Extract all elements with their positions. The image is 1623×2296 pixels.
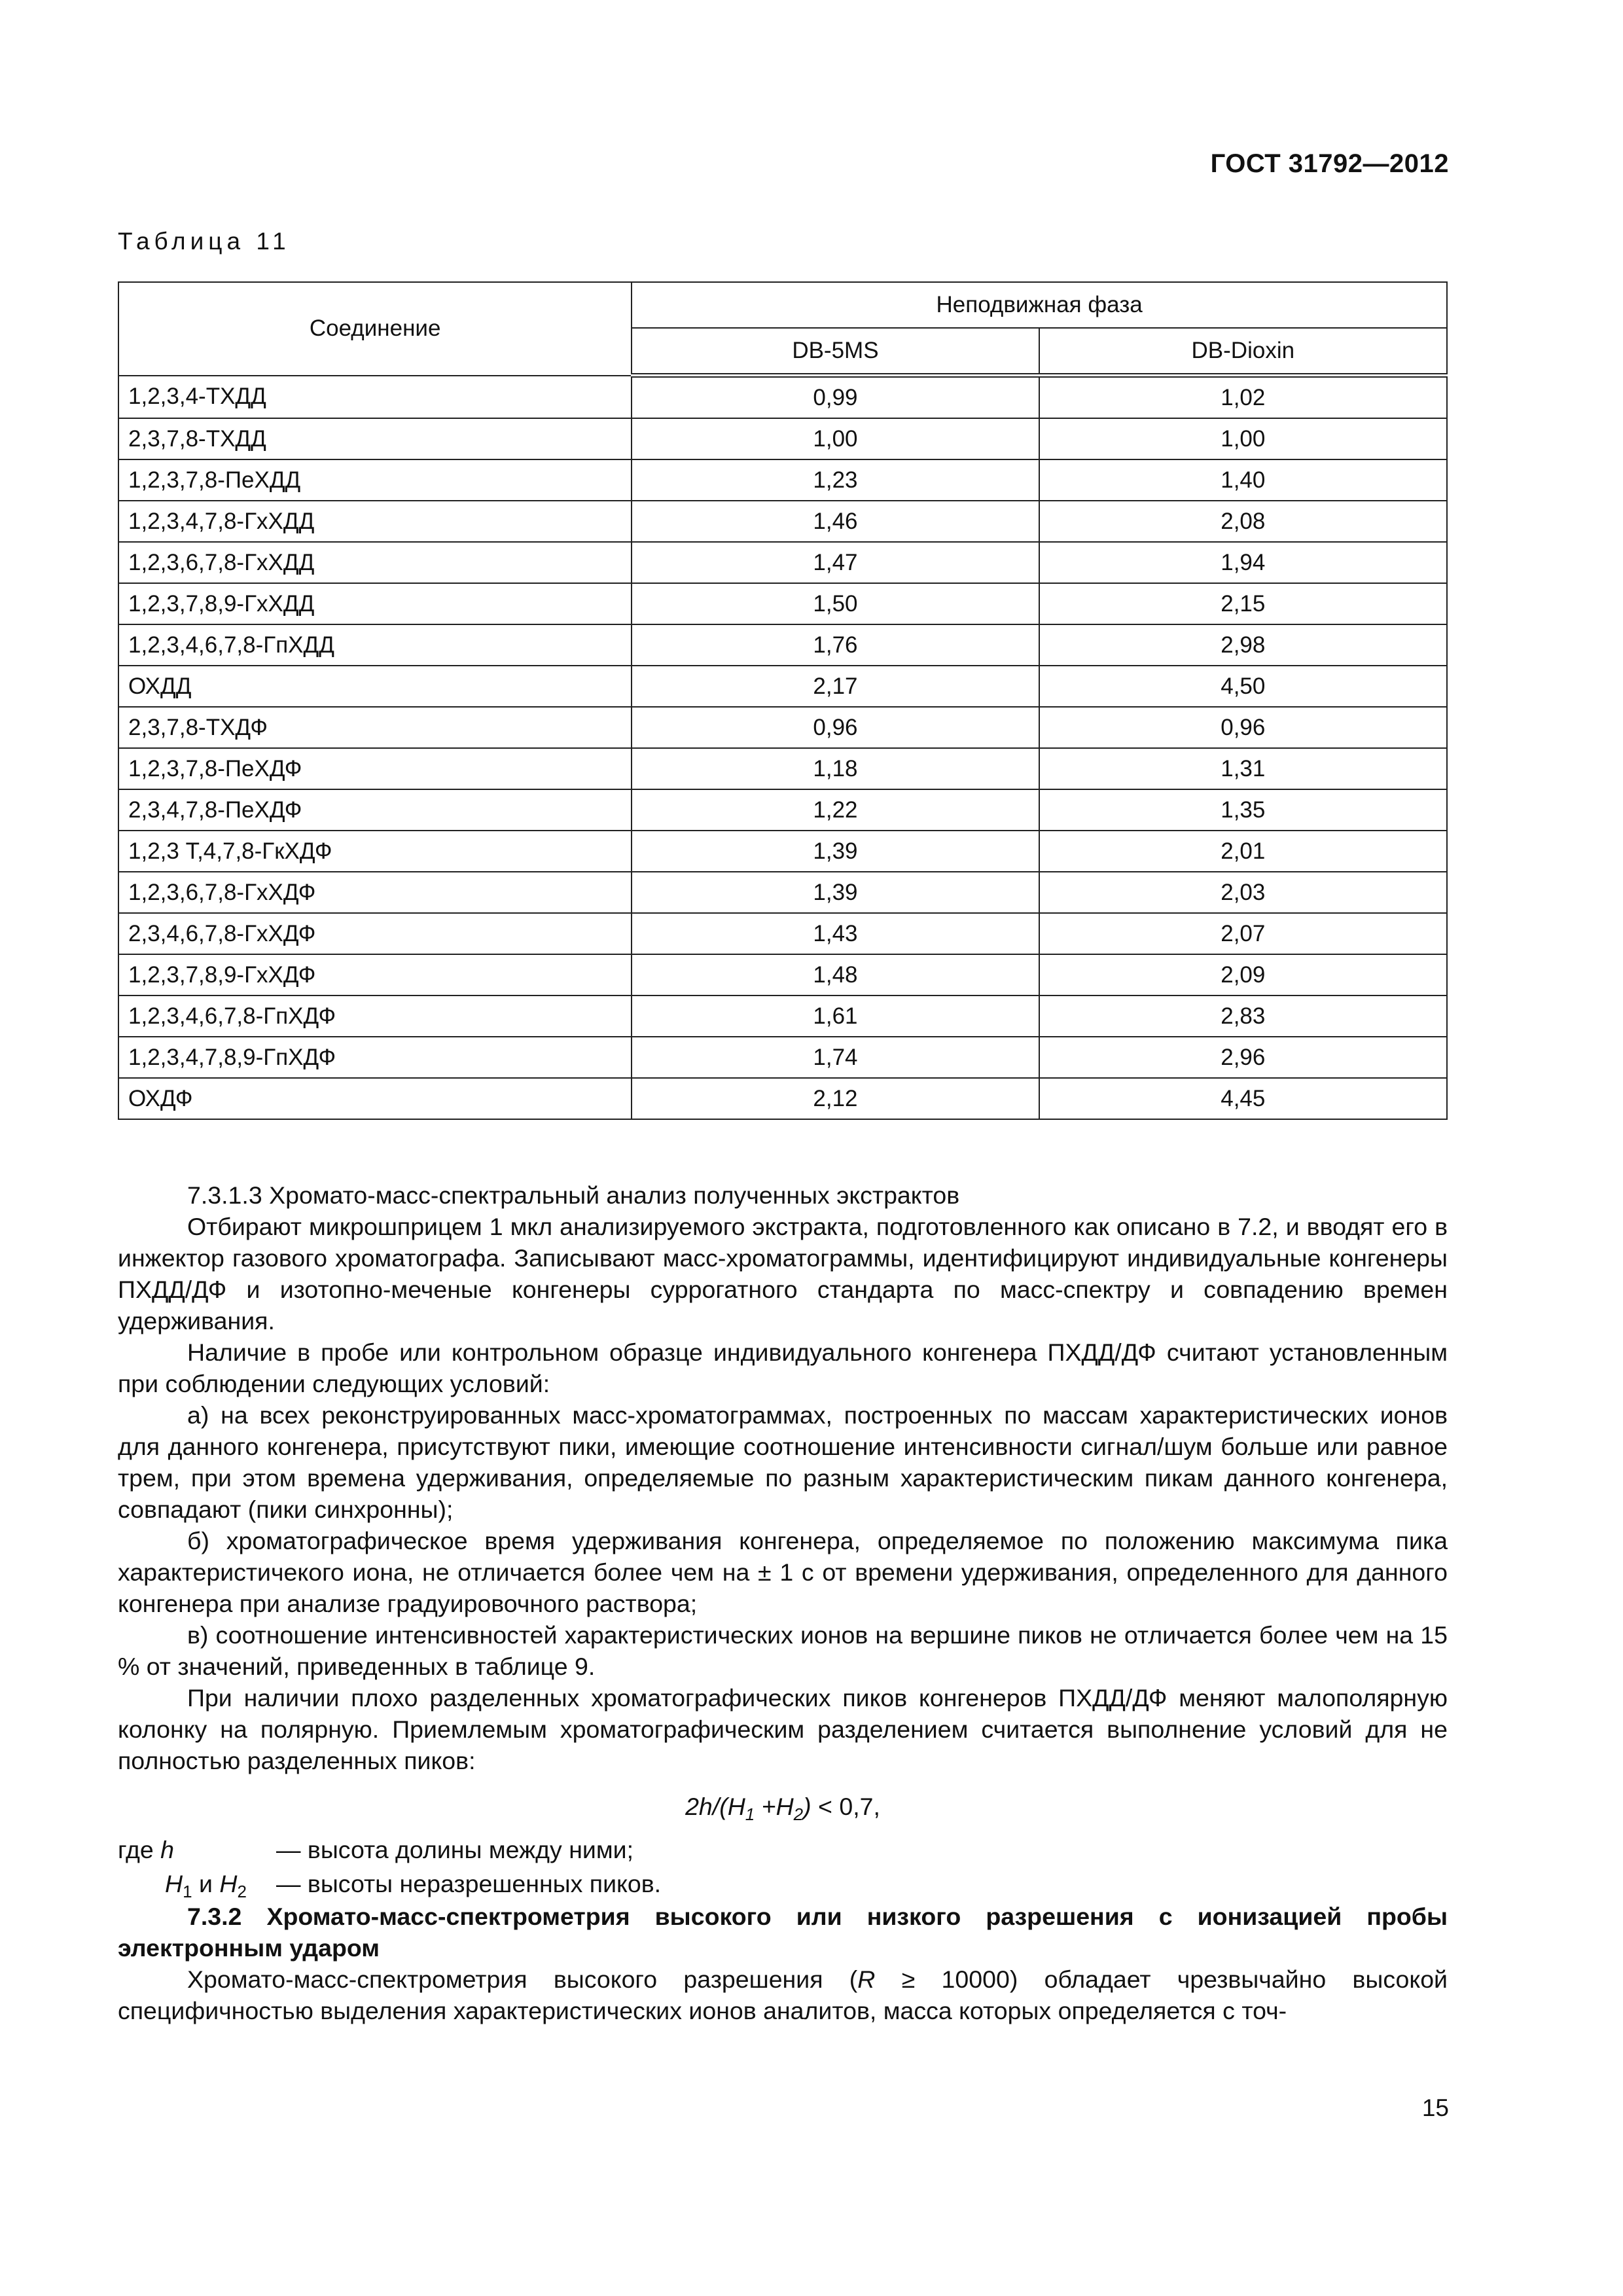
legend-text-h: — высота долины между ними;	[276, 1836, 634, 1863]
compound-cell: 1,2,3,6,7,8-ГхХДФ	[118, 872, 632, 913]
table-row	[118, 748, 1447, 789]
db5ms-cell: 1,39	[632, 831, 1039, 872]
dbdioxin-cell: 2,03	[1039, 872, 1447, 913]
table-row	[118, 913, 1447, 954]
compound-cell: 1,2,3,4,7,8,9-ГпХДФ	[118, 1037, 632, 1078]
list-item-a: а) на всех реконструированных масс-хроматограммах, построенных по массам характеристических ионов для данного конгенера, присутствуют пики, имеющие соотношение интенсивности сигнал/шум больше или равное трем, при этом времена удерживания, определяемые по разным характеристическим пикам данного конгенера, совпадают (пики синхронны);	[118, 1401, 1448, 1523]
compound-cell: 1,2,3,7,8,9-ГхХДФ	[118, 954, 632, 996]
db5ms-cell: 0,99	[632, 376, 1039, 419]
table-body	[118, 376, 1447, 1120]
table-row	[118, 583, 1447, 624]
dbdioxin-cell: 4,45	[1039, 1078, 1447, 1119]
dbdioxin-cell: 4,50	[1039, 666, 1447, 707]
table-row	[118, 831, 1447, 872]
dbdioxin-cell: 2,09	[1039, 954, 1447, 996]
table-row	[118, 376, 1447, 419]
section-7313-title: 7.3.1.3 Хромато-масс-спектральный анализ полученных экстрактов	[187, 1181, 960, 1209]
db5ms-cell: 1,00	[632, 418, 1039, 459]
db5ms-cell: 1,39	[632, 872, 1039, 913]
formula: $2h/(H_1 +H_2) < 0,7$,	[685, 1793, 880, 1824]
dbdioxin-cell: 2,96	[1039, 1037, 1447, 1078]
table-11	[118, 281, 1448, 1120]
compound-cell: 2,3,4,7,8-ПеХДФ	[118, 789, 632, 831]
dbdioxin-cell: 1,00	[1039, 418, 1447, 459]
page-number: 15	[1421, 2094, 1449, 2121]
table-row	[118, 624, 1447, 666]
paragraph: Хромато-масс-спектрометрия высокого разрешения (R ≥ 10000) обладает чрезвычайно высокой специфичностью выделения характеристических ионов аналитов, масса которых определяется с точ-	[118, 1965, 1448, 2024]
compound-cell: ОХДД	[118, 666, 632, 707]
dbdioxin-cell: 0,96	[1039, 707, 1447, 748]
table-row	[118, 789, 1447, 831]
compound-cell: 1,2,3,7,8-ПеХДД	[118, 459, 632, 501]
dbdioxin-cell: 2,07	[1039, 913, 1447, 954]
compound-cell: 1,2,3,6,7,8-ГхХДД	[118, 542, 632, 583]
db5ms-cell: 1,48	[632, 954, 1039, 996]
compound-cell: 1,2,3 Т,4,7,8-ГкХДФ	[118, 831, 632, 872]
db5ms-cell: 1,47	[632, 542, 1039, 583]
compound-cell: 2,3,4,6,7,8-ГхХДФ	[118, 913, 632, 954]
compound-cell: 1,2,3,4,6,7,8-ГпХДФ	[118, 996, 632, 1037]
compound-cell: ОХДФ	[118, 1078, 632, 1119]
table-row	[118, 1078, 1447, 1119]
compound-cell: 1,2,3,7,8-ПеХДФ	[118, 748, 632, 789]
table-row	[118, 666, 1447, 707]
db5ms-cell: 1,74	[632, 1037, 1039, 1078]
dbdioxin-cell: 1,40	[1039, 459, 1447, 501]
dbdioxin-cell: 2,83	[1039, 996, 1447, 1037]
db5ms-cell: 1,23	[632, 459, 1039, 501]
formula-legend	[118, 1833, 1448, 1901]
paragraph: При наличии плохо разделенных хроматографических пиков конгенеров ПХДД/ДФ меняют малополярную колонку на полярную. Приемлемым хроматографическим разделением считается выполнение условий для не полностью разделенных пиков:	[118, 1684, 1448, 1774]
compound-cell: 1,2,3,7,8,9-ГхХДД	[118, 583, 632, 624]
compound-cell: 1,2,3,4,7,8-ГхХДД	[118, 501, 632, 542]
db5ms-cell: 1,61	[632, 996, 1039, 1037]
table-row	[118, 459, 1447, 501]
legend-text-h1h2: — высоты неразрешенных пиков.	[276, 1870, 662, 1897]
table-row	[118, 872, 1447, 913]
table-row	[118, 418, 1447, 459]
dbdioxin-cell: 2,15	[1039, 583, 1447, 624]
table-caption: Таблица 11	[118, 228, 291, 255]
db5ms-cell: 0,96	[632, 707, 1039, 748]
table-row	[118, 707, 1447, 748]
legend-symbol-h: где h	[118, 1836, 175, 1863]
compound-cell: 1,2,3,4,6,7,8-ГпХДД	[118, 624, 632, 666]
compound-cell: 1,2,3,4-ТХДД	[118, 376, 632, 419]
table-row	[118, 1037, 1447, 1078]
db5ms-cell: 2,12	[632, 1078, 1039, 1119]
dbdioxin-cell: 1,35	[1039, 789, 1447, 831]
dbdioxin-cell: 2,98	[1039, 624, 1447, 666]
table-row	[118, 996, 1447, 1037]
db5ms-cell: 1,18	[632, 748, 1039, 789]
db5ms-cell: 1,22	[632, 789, 1039, 831]
db5ms-cell: 1,43	[632, 913, 1039, 954]
table-row	[118, 542, 1447, 583]
table-row	[118, 954, 1447, 996]
section-732-heading: 7.3.2 Хромато-масс-спектрометрия высокого или низкого разрешения с ионизацией пробы электронным ударом	[118, 1903, 1448, 1962]
dbdioxin-cell: 2,08	[1039, 501, 1447, 542]
header-stationary-phase: Неподвижная фаза	[632, 282, 1447, 328]
header-compound: Соединение	[118, 282, 632, 376]
db5ms-cell: 1,76	[632, 624, 1039, 666]
db5ms-cell: 2,17	[632, 666, 1039, 707]
list-item-v: в) соотношение интенсивностей характеристических ионов на вершине пиков не отличается более чем на 15 % от значений, приведенных в таблице 9.	[118, 1621, 1448, 1680]
db5ms-cell: 1,50	[632, 583, 1039, 624]
dbdioxin-cell: 1,94	[1039, 542, 1447, 583]
table-row	[118, 501, 1447, 542]
header-dbdioxin: DB-Dioxin	[1039, 328, 1447, 376]
body-text	[118, 1179, 1448, 2026]
dbdioxin-cell: 1,02	[1039, 376, 1447, 419]
db5ms-cell: 1,46	[632, 501, 1039, 542]
dbdioxin-cell: 2,01	[1039, 831, 1447, 872]
paragraph: Наличие в пробе или контрольном образце индивидуального конгенера ПХДД/ДФ считают установленным при соблюдении следующих условий:	[118, 1338, 1448, 1397]
compound-cell: 2,3,7,8-ТХДФ	[118, 707, 632, 748]
dbdioxin-cell: 1,31	[1039, 748, 1447, 789]
compound-cell: 2,3,7,8-ТХДД	[118, 418, 632, 459]
document-header: ГОСТ 31792—2012	[1210, 149, 1449, 178]
header-db5ms: DB-5MS	[632, 328, 1039, 376]
legend-symbol-h1h2: $H_1$ и $H_2$	[165, 1870, 247, 1901]
list-item-b: б) хроматографическое время удерживания конгенера, определяемое по положению максимума пика характеристичекого иона, не отличается более чем на ± 1 с от времени удерживания, определенного для данного конгенера при анализе градуировочного раствора;	[118, 1527, 1448, 1617]
paragraph: Отбирают микрошприцем 1 мкл анализируемого экстракта, подготовленного как описано в 7.2, и вводят его в инжектор газового хроматографа. Записывают масс-хроматограммы, идентифицируют индивидуальные конгенеры ПХДД/ДФ и изотопно-меченые конгенеры суррогатного стандарта по масс-спектру и совпадению времен удерживания.	[118, 1213, 1448, 1335]
